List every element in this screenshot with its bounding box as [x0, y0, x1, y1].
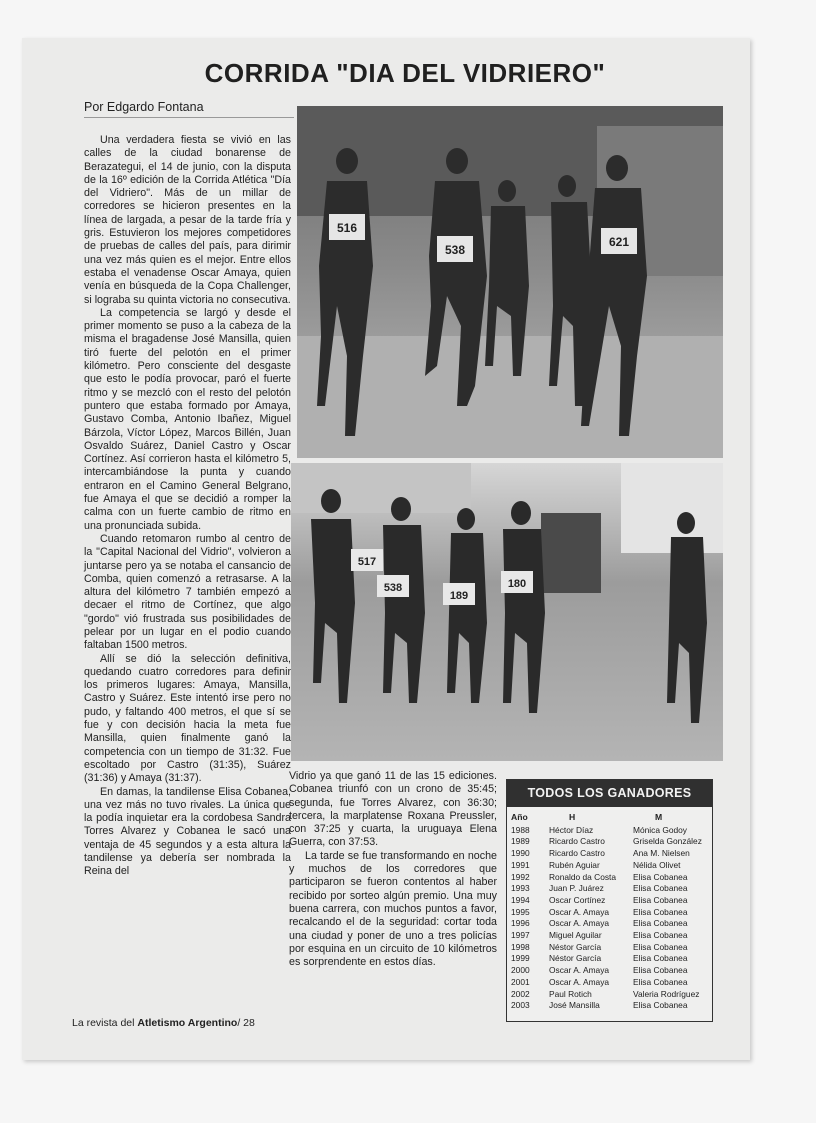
page-number: / 28 — [237, 1017, 255, 1029]
winner-year: 2001 — [511, 976, 530, 987]
winner-year: 1992 — [511, 871, 530, 882]
winners-row — [511, 977, 702, 989]
winner-men: José Mansilla — [549, 1000, 600, 1011]
winner-year: 2002 — [511, 988, 530, 999]
runner-bib: 538 — [444, 243, 466, 257]
winners-row — [511, 883, 702, 895]
year-header: Año — [511, 812, 528, 822]
article-paragraph: Vidrio ya que ganó 11 de las 15 ediciones. Cobanea triunfó con un crono de 35:45; segunda, fue Torres Alvarez, con 36:30; tercera, la marplatense Roxana Preussler, con 37:25 y cuarta, la uruguaya Elena Guerra, con 37:53. — [289, 770, 497, 849]
winner-men: Ronaldo da Costa — [549, 871, 617, 882]
article-paragraph: La tarde se fue transformando en noche y muchos de los corredores que participaron se fueron contentos al haber recibido por sorteo algún premio. Una muy buena carrera, con muchos puntos a favor, recalcando el de la seguridad: cortar toda una ciudad y poner de uno a tres policías por esquina en un circuito de 10 kilómetros es sorprendente en estos días. — [289, 849, 497, 969]
article-paragraph: La competencia se largó y desde el primer momento se puso a la cabeza de la misma el bragadense José Mansilla, quien tiró fuerte del pelotón en el primer kilómetro. Pero consciente del desgaste que esto le podía provocar, paró el fuerte ritmo y se mezcló con el resto del pelotón puntero que estaba formado por Amaya, Gustavo Comba, Antonio Ibañez, Miguel Bárzola, Víctor López, Marcos Billén, Juan Osvaldo Suárez, Daniel Castro y Oscar Cortínez. Así corrieron hasta el kilómetro 5, intercambiándose la punta y cuando entraron en el Camino General Belgrano, fue Amaya el que se decidió a romper la calma con un fuerte cambio de ritmo en una pronunciada subida. — [84, 306, 291, 532]
winners-row — [511, 860, 702, 872]
winner-women: Elisa Cobanea — [633, 965, 688, 976]
winner-women: Elisa Cobanea — [633, 906, 688, 917]
winner-men: Rubén Aguiar — [549, 859, 600, 870]
runner-bib: 180 — [507, 578, 527, 590]
winners-row — [511, 895, 702, 907]
winner-year: 1993 — [511, 883, 530, 894]
winners-row — [511, 848, 702, 860]
article-paragraph: En damas, la tandilense Elisa Cobanea, una vez más no tuvo rivales. La única que la podía inquietar era la cordobesa Sandra Torres Alvarez y Cobanea le sacó una ventaja de 45 segundos y a esta altura la tandilense ya debería ser nombrada la Reina del — [84, 785, 291, 878]
winners-row — [511, 872, 702, 884]
winners-row — [511, 1000, 702, 1012]
winner-women: Elisa Cobanea — [633, 941, 688, 952]
winner-men: Paul Rotich — [549, 988, 592, 999]
winner-women: Elisa Cobanea — [633, 918, 688, 929]
winner-men: Néstor García — [549, 953, 602, 964]
winners-title: TODOS LOS GANADORES — [507, 780, 712, 807]
article-paragraph: Cuando retomaron rumbo al centro de la "Capital Nacional del Vidrio", volvieron a juntarse pero ya se notaba el cansancio de Comba, quien comenzó a retrasarse. A la altura del kilómetro 7 también empezó a decaer el ritmo de Cortínez, que algo "gordo" vió frustrada sus posibilidades de pelear por un lugar en el podio cuando faltaban 1500 metros. — [84, 532, 291, 652]
race-photo-pack — [291, 463, 723, 761]
winners-row — [511, 930, 702, 942]
winner-men: Oscar A. Amaya — [549, 918, 610, 929]
winner-year: 1988 — [511, 824, 530, 835]
winner-women: Elisa Cobanea — [633, 871, 688, 882]
winners-row — [511, 989, 702, 1001]
winners-row — [511, 965, 702, 977]
winner-year: 1994 — [511, 894, 530, 905]
winner-men: Héctor Díaz — [549, 824, 594, 835]
winner-men: Ricardo Castro — [549, 836, 605, 847]
winner-year: 1991 — [511, 859, 530, 870]
winner-year: 1997 — [511, 930, 530, 941]
winner-women: Griselda González — [633, 836, 702, 847]
runner-bib: 621 — [608, 235, 630, 249]
article-paragraph: Allí se dió la selección definitiva, quedando cuatro corredores para definir los primeros lugares: Amaya, Mansilla, Castro y Suárez. Este intentó irse pero no pudo, y faltando 400 metros, el que sí se fue y con decisión hacia la meta fue Mansilla, quien finalmente ganó la competencia con un tiempo de 31:32. Fue escoltado por Castro (31:35), Suárez (31:36) y Amaya (31:37). — [84, 652, 291, 785]
runner-bib: 516 — [336, 221, 358, 235]
winner-year: 1990 — [511, 848, 530, 859]
winner-men: Oscar A. Amaya — [549, 965, 610, 976]
winner-women: Elisa Cobanea — [633, 976, 688, 987]
winner-year: 1996 — [511, 918, 530, 929]
winner-women: Elisa Cobanea — [633, 883, 688, 894]
winners-row — [511, 918, 702, 930]
winners-row — [511, 825, 702, 837]
winner-year: 1999 — [511, 953, 530, 964]
winner-women: Valeria Rodríguez — [633, 988, 700, 999]
winner-men: Ricardo Castro — [549, 848, 605, 859]
page-footer — [72, 1017, 255, 1029]
winners-row — [511, 942, 702, 954]
winner-women: Ana M. Nielsen — [633, 848, 690, 859]
winner-men: Oscar Cortínez — [549, 894, 606, 905]
race-photo-leaders — [297, 106, 723, 458]
article-paragraph: Una verdadera fiesta se vivió en las calles de la ciudad bonarense de Berazategui, el 14 de junio, con la disputa de la 16º edición de la Corrida Atlética "Día del Vidriero". Más de un millar de corredores se hicieron presentes en la línea de largada, a pesar de la tarde fría y gris. Estuvieron los mejores competidores de pruebas de calles del país, para dirimir una vez más quien es el mejor. Entre ellos estaba el venadense Oscar Amaya, quien venía en búsqueda de la Copa Challenger, si lograba su quinta victoria no consecutiva. — [84, 134, 291, 306]
women-header: M — [655, 812, 663, 822]
winner-women: Nélida Olivet — [633, 859, 681, 870]
article-byline: Por Edgardo Fontana — [84, 100, 294, 118]
footer-brand: Atletismo Argentino — [137, 1017, 238, 1029]
winner-men: Oscar A. Amaya — [549, 976, 610, 987]
winners-row — [511, 953, 702, 965]
winner-year: 1998 — [511, 941, 530, 952]
winners-row — [511, 836, 702, 848]
runner-bib: 189 — [449, 590, 469, 602]
winners-table — [511, 812, 702, 1012]
winner-men: Oscar A. Amaya — [549, 906, 610, 917]
winner-women: Mónica Godoy — [633, 824, 687, 835]
article-column-left — [84, 134, 291, 879]
footer-prefix: La revista del — [72, 1017, 135, 1029]
winner-women: Elisa Cobanea — [633, 930, 688, 941]
winner-year: 1995 — [511, 906, 530, 917]
runner-bib: 517 — [357, 556, 377, 568]
winner-women: Elisa Cobanea — [633, 894, 688, 905]
winner-men: Néstor García — [549, 941, 602, 952]
article-title: CORRIDA "DIA DEL VIDRIERO" — [204, 58, 606, 88]
winner-women: Elisa Cobanea — [633, 1000, 688, 1011]
winner-men: Juan P. Juárez — [549, 883, 604, 894]
winner-men: Miguel Aguilar — [549, 930, 602, 941]
men-header: H — [569, 812, 576, 822]
winners-box — [506, 779, 713, 1022]
winner-year: 2000 — [511, 965, 530, 976]
article-column-middle — [289, 770, 497, 969]
winner-year: 1989 — [511, 836, 530, 847]
runner-bib: 538 — [383, 582, 403, 594]
winner-women: Elisa Cobanea — [633, 953, 688, 964]
winners-row — [511, 907, 702, 919]
winner-year: 2003 — [511, 1000, 530, 1011]
